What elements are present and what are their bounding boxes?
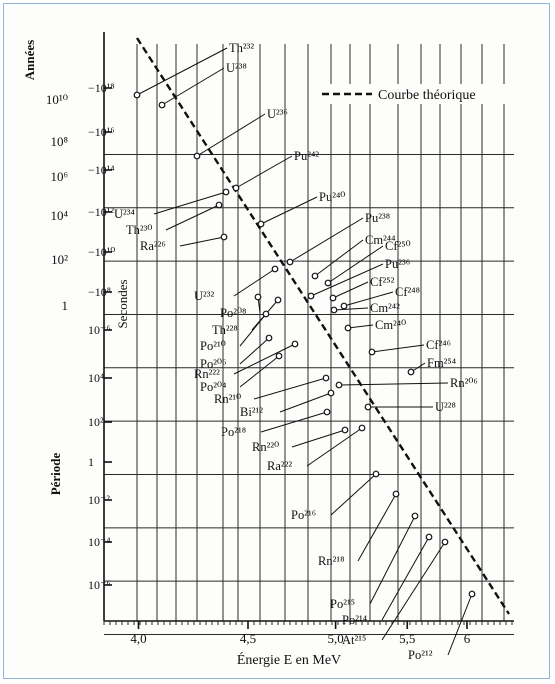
point-label: Po²¹⁸	[221, 425, 247, 439]
data-point	[194, 153, 200, 159]
data-point	[292, 341, 298, 347]
figure-frame	[3, 3, 550, 679]
y-seconds-tick-label: −10⁸	[88, 285, 111, 299]
leader-line	[154, 192, 226, 214]
point-label: Cm²⁴⁴	[365, 233, 396, 247]
point-label: U²³²	[194, 289, 215, 303]
y-seconds-tick-label: −10¹⁸	[88, 81, 115, 95]
point-label: U²³⁴	[114, 207, 135, 221]
data-point	[263, 311, 269, 317]
point-label: Cf²⁴⁸	[395, 285, 420, 299]
y-years-tick-label: 10⁴	[50, 208, 68, 223]
point-label: Th²³²	[229, 41, 255, 55]
data-point	[266, 335, 272, 341]
data-point	[341, 303, 347, 309]
point-label: Th²²⁸	[212, 323, 238, 337]
data-point	[308, 293, 314, 299]
leader-line	[261, 412, 327, 432]
y-years-tick-label: 10⁸	[50, 134, 68, 149]
point-label: Cm²⁴²	[370, 301, 400, 315]
leader-line	[370, 516, 415, 604]
leader-line	[280, 393, 331, 412]
data-point	[336, 382, 342, 388]
x-tick-label: 4,0	[130, 631, 147, 646]
point-label: Po²¹²	[408, 648, 433, 662]
leader-line	[382, 542, 445, 640]
x-tick-label: 5,5	[399, 631, 416, 646]
y-seconds-tick-label: −10¹⁴	[88, 163, 115, 177]
leader-line	[315, 240, 363, 276]
data-point	[365, 404, 371, 410]
leader-line	[261, 197, 317, 224]
data-point	[469, 591, 475, 597]
y-years-title: Années	[22, 39, 37, 81]
point-label: Ra²²²	[267, 459, 293, 473]
leader-line	[197, 114, 265, 156]
point-label: Pu²⁴²	[294, 149, 320, 163]
leader-line	[137, 48, 227, 95]
axes	[46, 32, 551, 646]
point-label: Pu²⁴⁰	[319, 190, 346, 204]
point-label: Rn²²²	[194, 367, 220, 381]
data-point	[325, 280, 331, 286]
data-points	[114, 41, 478, 662]
point-label: Pu²³⁶	[385, 257, 411, 271]
data-point	[216, 202, 222, 208]
y-seconds-tick-label: 10⁻⁴	[88, 535, 111, 549]
leader-line	[290, 218, 363, 262]
point-label: Rn²²⁰	[252, 440, 280, 454]
point-label: Po²¹⁵	[330, 597, 356, 611]
point-label: Cm²⁴⁰	[375, 318, 407, 332]
y-seconds-tick-label: −10¹⁶	[88, 125, 115, 139]
y-seconds-title: Secondes	[115, 279, 130, 329]
legend-label: Courbe théorique	[378, 88, 476, 103]
point-label: U²³⁶	[267, 107, 288, 121]
data-point	[312, 273, 318, 279]
leader-line	[236, 156, 292, 188]
point-label: Rn²¹⁸	[318, 554, 345, 568]
leader-line	[292, 430, 345, 447]
y-seconds-tick-label: 10⁻²	[88, 493, 110, 507]
data-point	[408, 369, 414, 375]
data-point	[412, 513, 418, 519]
data-point	[159, 102, 165, 108]
leader-line	[331, 474, 376, 515]
y-years-tick-label: 1	[61, 298, 68, 313]
data-point	[276, 353, 282, 359]
data-point	[221, 234, 227, 240]
point-label: Cf²⁵²	[370, 275, 395, 289]
point-label: At²¹⁵	[342, 633, 367, 647]
point-label: Th²³⁰	[126, 223, 153, 237]
point-label: Ra²²⁶	[140, 239, 166, 253]
x-axis-title: Énergie E en MeV	[236, 653, 342, 668]
x-tick-label: 6	[463, 631, 471, 646]
point-label: Po²⁰⁸	[220, 306, 247, 320]
y-period-title: Période	[48, 452, 63, 496]
data-point	[393, 491, 399, 497]
point-label: Po²¹⁶	[291, 508, 317, 522]
chart	[4, 4, 551, 680]
x-tick-label: 5,0	[327, 631, 344, 646]
point-label: U²³⁸	[226, 61, 247, 75]
leader-line	[339, 383, 448, 385]
data-point	[287, 259, 293, 265]
y-seconds-tick-label: −10¹²	[88, 205, 114, 219]
data-point	[324, 409, 330, 415]
point-label: Po²⁰⁴	[200, 380, 227, 394]
y-years-tick-label: 10⁶	[50, 169, 68, 184]
leader-line	[162, 68, 224, 105]
point-label: Po²¹⁴	[342, 613, 368, 627]
y-seconds-tick-label: 10⁴	[88, 371, 105, 385]
leader-line	[254, 378, 326, 399]
data-point	[442, 539, 448, 545]
data-point	[330, 295, 336, 301]
y-seconds-tick-label: 10⁻⁶	[88, 323, 111, 337]
leader-line	[234, 344, 295, 374]
data-point	[342, 427, 348, 433]
legend	[316, 84, 516, 104]
y-years-tick-label: 10¹⁰	[45, 92, 68, 107]
point-label: Bi²¹²	[240, 405, 264, 419]
point-label: Rn²¹⁰	[214, 392, 242, 406]
data-point	[223, 189, 229, 195]
leader-line	[334, 308, 368, 310]
point-label: Rn²⁰⁶	[450, 376, 478, 390]
data-point	[233, 185, 239, 191]
leader-line	[234, 269, 275, 296]
data-point	[426, 534, 432, 540]
data-point	[323, 375, 329, 381]
data-point	[373, 471, 379, 477]
point-label: U²²⁸	[435, 400, 456, 414]
data-point	[255, 294, 261, 300]
point-label: Cf²⁵⁰	[385, 239, 411, 253]
data-point	[359, 425, 365, 431]
data-point	[275, 297, 281, 303]
y-seconds-tick-label: 10²	[88, 415, 104, 429]
x-tick-label: 4,5	[239, 631, 257, 646]
data-point	[328, 390, 334, 396]
y-years-tick-label: 10²	[51, 252, 68, 267]
point-label: Cf²⁴⁶	[426, 338, 451, 352]
leader-line	[240, 338, 269, 364]
y-seconds-tick-label: 1	[88, 455, 94, 469]
point-label: Po²⁰⁶	[200, 357, 227, 371]
point-label: Fm²⁵⁴	[427, 356, 457, 370]
leader-line	[348, 325, 373, 328]
data-point	[272, 266, 278, 272]
point-label: Pu²³⁸	[365, 211, 391, 225]
point-label: Po²¹⁰	[200, 339, 226, 353]
data-point	[369, 349, 375, 355]
data-point	[258, 221, 264, 227]
leader-line	[166, 205, 219, 230]
leader-line	[180, 237, 224, 246]
y-seconds-tick-label: 10⁻⁶	[88, 578, 111, 592]
data-point	[331, 307, 337, 313]
y-seconds-tick-label: −10¹⁰	[88, 245, 116, 259]
data-point	[134, 92, 140, 98]
data-point	[345, 325, 351, 331]
